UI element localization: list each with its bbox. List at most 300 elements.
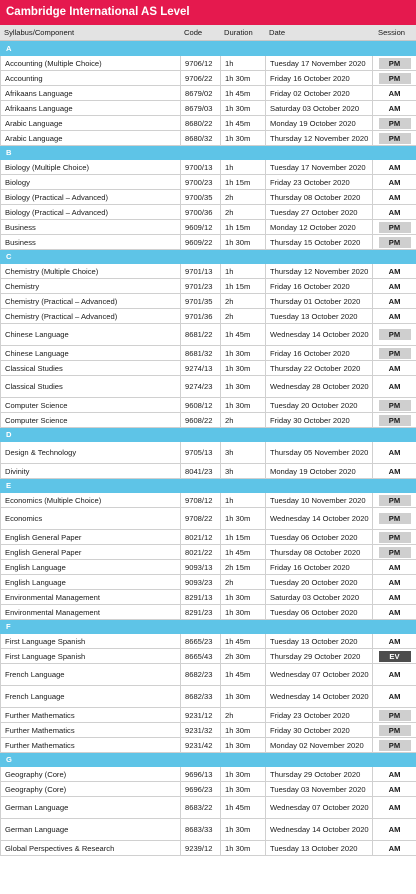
duration-cell: 1h 30m (221, 590, 266, 605)
date-cell: Tuesday 06 October 2020 (266, 605, 373, 620)
duration-cell: 2h 15m (221, 560, 266, 575)
session-badge: AM (388, 448, 401, 457)
duration-cell: 1h 30m (221, 686, 266, 708)
duration-cell: 1h 30m (221, 508, 266, 530)
table-row (1, 841, 416, 856)
date-cell: Tuesday 13 October 2020 (266, 634, 373, 649)
date-cell: Monday 12 October 2020 (266, 220, 373, 235)
date-cell: Thursday 05 November 2020 (266, 442, 373, 464)
date-cell: Tuesday 06 October 2020 (266, 530, 373, 545)
table-row (1, 86, 416, 101)
code-cell: 9608/12 (181, 398, 221, 413)
session-cell (373, 819, 416, 841)
syllabus-cell: Further Mathematics (1, 738, 181, 753)
table-row (1, 376, 416, 398)
table-row (1, 175, 416, 190)
syllabus-cell: Accounting (Multiple Choice) (1, 56, 181, 71)
session-cell (373, 175, 416, 190)
session-cell (373, 324, 416, 346)
code-cell: 8683/33 (181, 819, 221, 841)
code-cell: 8665/23 (181, 634, 221, 649)
code-cell: 8291/23 (181, 605, 221, 620)
syllabus-cell: Divinity (1, 464, 181, 479)
code-cell: 9708/12 (181, 493, 221, 508)
date-cell: Thursday 29 October 2020 (266, 649, 373, 664)
session-cell (373, 309, 416, 324)
section-header (1, 753, 416, 767)
code-cell: 9701/36 (181, 309, 221, 324)
date-cell: Saturday 03 October 2020 (266, 101, 373, 116)
date-cell: Thursday 22 October 2020 (266, 361, 373, 376)
session-cell (373, 738, 416, 753)
session-badge: AM (388, 266, 401, 276)
session-cell (373, 634, 416, 649)
code-cell: 9706/12 (181, 56, 221, 71)
session-cell (373, 686, 416, 708)
date-cell: Wednesday 14 October 2020 (266, 686, 373, 708)
code-cell: 9274/23 (181, 376, 221, 398)
duration-cell: 2h (221, 309, 266, 324)
syllabus-cell: Computer Science (1, 398, 181, 413)
table-row (1, 131, 416, 146)
section-letter: D (1, 428, 416, 442)
duration-cell: 2h (221, 294, 266, 309)
table-row (1, 686, 416, 708)
duration-cell: 1h 30m (221, 738, 266, 753)
session-badge: AM (388, 88, 401, 98)
session-cell (373, 131, 416, 146)
code-cell: 8679/02 (181, 86, 221, 101)
table-row (1, 797, 416, 819)
session-badge: AM (388, 670, 401, 679)
session-badge: PM (379, 710, 411, 721)
table-row (1, 649, 416, 664)
syllabus-cell: Biology (Multiple Choice) (1, 160, 181, 175)
syllabus-cell: Environmental Management (1, 605, 181, 620)
session-badge: PM (379, 547, 411, 558)
syllabus-cell: Arabic Language (1, 116, 181, 131)
date-cell: Wednesday 14 October 2020 (266, 324, 373, 346)
session-badge: AM (388, 281, 401, 291)
syllabus-cell: Afrikaans Language (1, 86, 181, 101)
duration-cell: 1h (221, 56, 266, 71)
duration-cell: 1h 30m (221, 346, 266, 361)
session-badge: AM (388, 769, 401, 779)
date-cell: Thursday 12 November 2020 (266, 264, 373, 279)
duration-cell: 3h (221, 464, 266, 479)
session-badge: AM (388, 607, 401, 617)
session-badge: AM (388, 825, 401, 834)
date-cell: Friday 30 October 2020 (266, 723, 373, 738)
session-badge: AM (388, 103, 401, 113)
duration-cell: 1h 30m (221, 71, 266, 86)
table-row (1, 545, 416, 560)
date-cell: Wednesday 28 October 2020 (266, 376, 373, 398)
date-cell: Tuesday 17 November 2020 (266, 160, 373, 175)
table-row (1, 413, 416, 428)
session-cell (373, 56, 416, 71)
date-cell: Tuesday 10 November 2020 (266, 493, 373, 508)
duration-cell: 1h 30m (221, 101, 266, 116)
code-cell: 9706/22 (181, 71, 221, 86)
code-cell: 9701/23 (181, 279, 221, 294)
table-row (1, 590, 416, 605)
section-letter: F (1, 620, 416, 634)
duration-cell: 1h 30m (221, 841, 266, 856)
table-row (1, 605, 416, 620)
section-letter: C (1, 250, 416, 264)
duration-cell: 1h 15m (221, 175, 266, 190)
date-cell: Thursday 15 October 2020 (266, 235, 373, 250)
code-cell: 8680/22 (181, 116, 221, 131)
date-cell: Tuesday 27 October 2020 (266, 205, 373, 220)
session-badge: PM (379, 133, 411, 144)
date-cell: Friday 30 October 2020 (266, 413, 373, 428)
session-cell (373, 361, 416, 376)
code-cell: 9696/23 (181, 782, 221, 797)
syllabus-cell: English Language (1, 560, 181, 575)
duration-cell: 1h 30m (221, 605, 266, 620)
code-cell: 9700/35 (181, 190, 221, 205)
syllabus-cell: French Language (1, 664, 181, 686)
code-cell: 9701/13 (181, 264, 221, 279)
syllabus-cell: Chinese Language (1, 346, 181, 361)
session-badge: AM (388, 207, 401, 217)
duration-cell: 1h 45m (221, 634, 266, 649)
syllabus-cell: Computer Science (1, 413, 181, 428)
session-cell (373, 767, 416, 782)
syllabus-cell: Accounting (1, 71, 181, 86)
session-cell (373, 649, 416, 664)
table-row (1, 324, 416, 346)
date-cell: Friday 16 October 2020 (266, 560, 373, 575)
table-row (1, 708, 416, 723)
date-cell: Friday 16 October 2020 (266, 346, 373, 361)
session-cell (373, 413, 416, 428)
session-cell (373, 190, 416, 205)
session-badge: PM (379, 222, 411, 233)
date-cell: Saturday 03 October 2020 (266, 590, 373, 605)
session-badge: PM (379, 495, 411, 506)
session-badge: PM (379, 725, 411, 736)
session-badge: AM (388, 177, 401, 187)
table-row (1, 398, 416, 413)
syllabus-cell: German Language (1, 819, 181, 841)
session-badge: PM (379, 513, 411, 524)
duration-cell: 1h 30m (221, 767, 266, 782)
code-cell: 8021/12 (181, 530, 221, 545)
duration-cell: 1h 45m (221, 324, 266, 346)
duration-cell: 1h (221, 264, 266, 279)
table-row (1, 160, 416, 175)
syllabus-cell: Biology (Practical – Advanced) (1, 205, 181, 220)
exam-timetable (0, 41, 416, 856)
syllabus-cell: German Language (1, 797, 181, 819)
session-cell (373, 442, 416, 464)
session-cell (373, 86, 416, 101)
table-header (0, 25, 416, 41)
code-cell: 8682/23 (181, 664, 221, 686)
date-cell: Tuesday 20 October 2020 (266, 398, 373, 413)
date-cell: Friday 23 October 2020 (266, 175, 373, 190)
syllabus-cell: Chinese Language (1, 324, 181, 346)
table-row (1, 464, 416, 479)
code-cell: 9274/13 (181, 361, 221, 376)
duration-cell: 1h 30m (221, 782, 266, 797)
section-letter: G (1, 753, 416, 767)
syllabus-cell: Arabic Language (1, 131, 181, 146)
table-row (1, 782, 416, 797)
syllabus-cell: Further Mathematics (1, 723, 181, 738)
syllabus-cell: Geography (Core) (1, 782, 181, 797)
date-cell: Thursday 01 October 2020 (266, 294, 373, 309)
code-cell: 9231/42 (181, 738, 221, 753)
section-header (1, 250, 416, 264)
session-badge: AM (388, 636, 401, 646)
code-cell: 8683/22 (181, 797, 221, 819)
session-badge: PM (379, 237, 411, 248)
session-badge: EV (379, 651, 411, 662)
syllabus-cell: Chemistry (1, 279, 181, 294)
syllabus-cell: Afrikaans Language (1, 101, 181, 116)
duration-cell: 1h 30m (221, 398, 266, 413)
table-row (1, 309, 416, 324)
date-cell: Tuesday 03 November 2020 (266, 782, 373, 797)
session-cell (373, 708, 416, 723)
session-cell (373, 605, 416, 620)
code-cell: 9239/12 (181, 841, 221, 856)
code-cell: 9700/13 (181, 160, 221, 175)
date-cell: Thursday 29 October 2020 (266, 767, 373, 782)
section-header (1, 428, 416, 442)
date-cell: Friday 02 October 2020 (266, 86, 373, 101)
table-row (1, 294, 416, 309)
session-badge: AM (388, 692, 401, 701)
session-cell (373, 723, 416, 738)
code-cell: 9231/32 (181, 723, 221, 738)
table-row (1, 190, 416, 205)
session-badge: AM (388, 363, 401, 373)
table-row (1, 442, 416, 464)
date-cell: Wednesday 07 October 2020 (266, 797, 373, 819)
session-badge: PM (379, 118, 411, 129)
syllabus-cell: Classical Studies (1, 361, 181, 376)
section-letter: E (1, 479, 416, 493)
date-cell: Tuesday 13 October 2020 (266, 841, 373, 856)
duration-cell: 2h (221, 413, 266, 428)
session-cell (373, 575, 416, 590)
session-badge: AM (388, 466, 401, 476)
session-badge: AM (388, 843, 401, 853)
table-row (1, 723, 416, 738)
session-cell (373, 464, 416, 479)
duration-cell: 1h 30m (221, 376, 266, 398)
date-cell: Tuesday 13 October 2020 (266, 309, 373, 324)
date-cell: Wednesday 14 October 2020 (266, 819, 373, 841)
table-row (1, 116, 416, 131)
session-cell (373, 279, 416, 294)
syllabus-cell: Further Mathematics (1, 708, 181, 723)
code-cell: 9700/23 (181, 175, 221, 190)
date-cell: Monday 19 October 2020 (266, 116, 373, 131)
session-badge: AM (388, 192, 401, 202)
session-badge: AM (388, 311, 401, 321)
section-letter: B (1, 146, 416, 160)
date-cell: Monday 19 October 2020 (266, 464, 373, 479)
date-cell: Thursday 08 October 2020 (266, 190, 373, 205)
session-cell (373, 235, 416, 250)
session-badge: AM (388, 803, 401, 812)
code-cell: 9231/12 (181, 708, 221, 723)
code-cell: 9093/13 (181, 560, 221, 575)
code-cell: 9093/23 (181, 575, 221, 590)
code-cell: 9700/36 (181, 205, 221, 220)
table-row (1, 819, 416, 841)
header-syllabus: Syllabus/Component (4, 28, 75, 37)
session-cell (373, 71, 416, 86)
table-row (1, 279, 416, 294)
syllabus-cell: Design & Technology (1, 442, 181, 464)
session-cell (373, 545, 416, 560)
session-cell (373, 220, 416, 235)
syllabus-cell: Economics (Multiple Choice) (1, 493, 181, 508)
session-cell (373, 560, 416, 575)
code-cell: 8680/32 (181, 131, 221, 146)
syllabus-cell: English General Paper (1, 545, 181, 560)
code-cell: 8665/43 (181, 649, 221, 664)
syllabus-cell: English Language (1, 575, 181, 590)
duration-cell: 1h 15m (221, 220, 266, 235)
table-row (1, 361, 416, 376)
duration-cell: 1h (221, 160, 266, 175)
session-cell (373, 590, 416, 605)
code-cell: 9696/13 (181, 767, 221, 782)
duration-cell: 1h 45m (221, 86, 266, 101)
session-badge: PM (379, 415, 411, 426)
session-cell (373, 101, 416, 116)
date-cell: Wednesday 07 October 2020 (266, 664, 373, 686)
syllabus-cell: Chemistry (Multiple Choice) (1, 264, 181, 279)
table-row (1, 346, 416, 361)
date-cell: Thursday 08 October 2020 (266, 545, 373, 560)
session-badge: PM (379, 73, 411, 84)
code-cell: 8682/33 (181, 686, 221, 708)
code-cell: 8679/03 (181, 101, 221, 116)
table-row (1, 264, 416, 279)
header-date: Date (269, 28, 286, 37)
date-cell: Wednesday 14 October 2020 (266, 508, 373, 530)
header-code: Code (184, 28, 203, 37)
session-badge: PM (379, 740, 411, 751)
syllabus-cell: Chemistry (Practical – Advanced) (1, 294, 181, 309)
table-row (1, 220, 416, 235)
duration-cell: 2h (221, 205, 266, 220)
duration-cell: 1h 45m (221, 797, 266, 819)
duration-cell: 3h (221, 442, 266, 464)
session-badge: AM (388, 562, 401, 572)
date-cell: Thursday 12 November 2020 (266, 131, 373, 146)
session-cell (373, 782, 416, 797)
table-row (1, 575, 416, 590)
session-badge: PM (379, 329, 411, 340)
session-cell (373, 346, 416, 361)
session-badge: AM (388, 296, 401, 306)
session-badge: AM (388, 592, 401, 602)
table-row (1, 767, 416, 782)
syllabus-cell: French Language (1, 686, 181, 708)
syllabus-cell: Biology (Practical – Advanced) (1, 190, 181, 205)
duration-cell: 2h (221, 708, 266, 723)
code-cell: 9701/35 (181, 294, 221, 309)
session-badge: AM (388, 382, 401, 391)
date-cell: Monday 02 November 2020 (266, 738, 373, 753)
header-duration: Duration (224, 28, 253, 37)
header-session: Session (378, 28, 406, 37)
session-cell (373, 797, 416, 819)
section-header (1, 42, 416, 56)
code-cell: 8041/23 (181, 464, 221, 479)
duration-cell: 1h 45m (221, 664, 266, 686)
session-cell (373, 205, 416, 220)
code-cell: 9705/13 (181, 442, 221, 464)
duration-cell: 1h (221, 493, 266, 508)
code-cell: 9609/12 (181, 220, 221, 235)
session-badge: AM (388, 162, 401, 172)
syllabus-cell: Biology (1, 175, 181, 190)
duration-cell: 1h 30m (221, 361, 266, 376)
duration-cell: 1h 45m (221, 545, 266, 560)
session-cell (373, 530, 416, 545)
session-badge: PM (379, 348, 411, 359)
code-cell: 8021/22 (181, 545, 221, 560)
session-badge: AM (388, 784, 401, 794)
code-cell: 9608/22 (181, 413, 221, 428)
table-row (1, 101, 416, 116)
code-cell: 8291/13 (181, 590, 221, 605)
duration-cell: 1h 15m (221, 279, 266, 294)
table-row (1, 560, 416, 575)
page-title: Cambridge International AS Level (0, 0, 416, 25)
syllabus-cell: Classical Studies (1, 376, 181, 398)
table-row (1, 56, 416, 71)
code-cell: 8681/32 (181, 346, 221, 361)
duration-cell: 1h 30m (221, 723, 266, 738)
syllabus-cell: English General Paper (1, 530, 181, 545)
session-cell (373, 294, 416, 309)
session-cell (373, 493, 416, 508)
session-cell (373, 664, 416, 686)
duration-cell: 1h 30m (221, 819, 266, 841)
code-cell: 8681/22 (181, 324, 221, 346)
session-badge: PM (379, 532, 411, 543)
table-row (1, 493, 416, 508)
table-row (1, 71, 416, 86)
duration-cell: 2h (221, 190, 266, 205)
session-badge: AM (388, 577, 401, 587)
table-row (1, 235, 416, 250)
table-row (1, 205, 416, 220)
syllabus-cell: Environmental Management (1, 590, 181, 605)
syllabus-cell: Business (1, 220, 181, 235)
session-cell (373, 264, 416, 279)
date-cell: Friday 16 October 2020 (266, 279, 373, 294)
section-header (1, 620, 416, 634)
section-letter: A (1, 42, 416, 56)
duration-cell: 2h 30m (221, 649, 266, 664)
code-cell: 9708/22 (181, 508, 221, 530)
date-cell: Tuesday 20 October 2020 (266, 575, 373, 590)
duration-cell: 1h 15m (221, 530, 266, 545)
